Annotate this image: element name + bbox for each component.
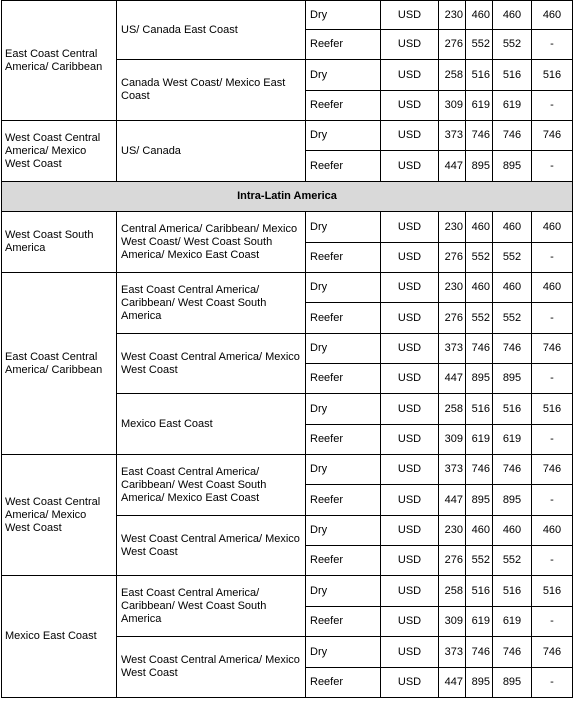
rate-cell: 895 (493, 364, 532, 394)
origin-cell: West Coast Central America/ Mexico West Coast (2, 455, 117, 576)
container-type-cell: Reefer (306, 425, 381, 455)
currency-cell: USD (381, 30, 439, 60)
currency-cell: USD (381, 273, 439, 303)
rate-cell: 746 (466, 455, 493, 485)
rate-cell: 460 (493, 212, 532, 243)
rate-cell: 447 (439, 668, 466, 698)
container-type-cell: Reefer (306, 364, 381, 394)
rate-cell: - (532, 364, 573, 394)
origin-cell: West Coast South America (2, 212, 117, 273)
rate-cell: 460 (493, 516, 532, 546)
container-type-cell: Dry (306, 1, 381, 30)
container-type-cell: Dry (306, 212, 381, 243)
rate-cell: 230 (439, 212, 466, 243)
currency-cell: USD (381, 334, 439, 364)
rate-cell: 276 (439, 546, 466, 576)
rate-cell: 619 (466, 425, 493, 455)
rate-cell: 460 (532, 516, 573, 546)
rate-cell: 373 (439, 334, 466, 364)
currency-cell: USD (381, 303, 439, 334)
table-row (2, 1, 573, 30)
rate-table-body (2, 1, 573, 698)
rate-cell: 309 (439, 425, 466, 455)
rate-cell: 258 (439, 60, 466, 91)
rate-cell: 460 (466, 212, 493, 243)
rate-cell: - (532, 243, 573, 273)
rate-cell: 746 (532, 455, 573, 485)
currency-cell: USD (381, 668, 439, 698)
table-row (2, 273, 573, 303)
destination-cell: Central America/ Caribbean/ Mexico West Coast/ West Coast South America/ Mexico East Coast (117, 212, 306, 273)
container-type-cell: Reefer (306, 91, 381, 121)
container-type-cell: Dry (306, 516, 381, 546)
container-type-cell: Dry (306, 60, 381, 91)
destination-cell: East Coast Central America/ Caribbean/ West Coast South America (117, 576, 306, 637)
rate-cell: 552 (493, 30, 532, 60)
container-type-cell: Reefer (306, 151, 381, 182)
rate-cell: 746 (466, 121, 493, 151)
container-type-cell: Dry (306, 576, 381, 607)
container-type-cell: Reefer (306, 607, 381, 637)
rate-cell: 516 (532, 576, 573, 607)
rate-cell: 276 (439, 30, 466, 60)
rate-cell: 746 (493, 637, 532, 668)
rate-cell: 746 (493, 334, 532, 364)
container-type-cell: Dry (306, 334, 381, 364)
rate-cell: 552 (493, 546, 532, 576)
rate-cell: 746 (493, 121, 532, 151)
rate-cell: 552 (466, 303, 493, 334)
rate-cell: 276 (439, 243, 466, 273)
rate-cell: 460 (532, 212, 573, 243)
container-type-cell: Reefer (306, 485, 381, 516)
rate-cell: 258 (439, 576, 466, 607)
rate-cell: 460 (466, 516, 493, 546)
rate-cell: 619 (493, 607, 532, 637)
rate-cell: 373 (439, 121, 466, 151)
rate-cell: 460 (466, 273, 493, 303)
currency-cell: USD (381, 1, 439, 30)
rate-cell: 746 (532, 334, 573, 364)
rate-cell: 516 (466, 394, 493, 425)
rate-cell: 373 (439, 637, 466, 668)
rate-cell: 552 (466, 546, 493, 576)
currency-cell: USD (381, 212, 439, 243)
rate-cell: 516 (493, 394, 532, 425)
rate-cell: 516 (466, 576, 493, 607)
section-title: Intra-Latin America (2, 182, 573, 212)
rate-cell: 746 (532, 121, 573, 151)
rate-cell: 895 (466, 151, 493, 182)
rate-cell: 309 (439, 607, 466, 637)
currency-cell: USD (381, 607, 439, 637)
rate-cell: 746 (466, 334, 493, 364)
currency-cell: USD (381, 91, 439, 121)
table-row (2, 121, 573, 151)
rate-cell: 746 (466, 637, 493, 668)
rate-cell: 895 (466, 668, 493, 698)
rate-cell: 746 (532, 637, 573, 668)
table-row (2, 212, 573, 243)
currency-cell: USD (381, 394, 439, 425)
currency-cell: USD (381, 546, 439, 576)
container-type-cell: Dry (306, 637, 381, 668)
destination-cell: Canada West Coast/ Mexico East Coast (117, 60, 306, 121)
container-type-cell: Dry (306, 121, 381, 151)
rate-cell: - (532, 303, 573, 334)
destination-cell: Mexico East Coast (117, 394, 306, 455)
destination-cell: West Coast Central America/ Mexico West Coast (117, 637, 306, 698)
rate-cell: 516 (493, 60, 532, 91)
destination-cell: US/ Canada East Coast (117, 1, 306, 60)
container-type-cell: Reefer (306, 546, 381, 576)
rate-cell: - (532, 30, 573, 60)
rate-cell: - (532, 546, 573, 576)
currency-cell: USD (381, 60, 439, 91)
rate-cell: 460 (532, 273, 573, 303)
currency-cell: USD (381, 425, 439, 455)
currency-cell: USD (381, 485, 439, 516)
rate-cell: 460 (532, 1, 573, 30)
rate-cell: - (532, 425, 573, 455)
container-type-cell: Reefer (306, 30, 381, 60)
destination-cell: East Coast Central America/ Caribbean/ West Coast South America (117, 273, 306, 334)
container-type-cell: Dry (306, 273, 381, 303)
rate-cell: 619 (466, 91, 493, 121)
rate-cell: 460 (466, 1, 493, 30)
rate-cell: 895 (466, 364, 493, 394)
rate-cell: 895 (493, 485, 532, 516)
currency-cell: USD (381, 637, 439, 668)
rate-cell: 516 (532, 60, 573, 91)
rate-cell: 516 (532, 394, 573, 425)
rate-cell: 619 (493, 91, 532, 121)
container-type-cell: Dry (306, 394, 381, 425)
currency-cell: USD (381, 243, 439, 273)
currency-cell: USD (381, 455, 439, 485)
rate-cell: 746 (493, 455, 532, 485)
rate-cell: 516 (493, 576, 532, 607)
rate-cell: 460 (493, 273, 532, 303)
rate-cell: 552 (493, 243, 532, 273)
origin-cell: East Coast Central America/ Caribbean (2, 273, 117, 455)
rate-cell: 258 (439, 394, 466, 425)
container-type-cell: Reefer (306, 668, 381, 698)
rate-cell: 230 (439, 273, 466, 303)
currency-cell: USD (381, 121, 439, 151)
rate-cell: 895 (493, 151, 532, 182)
container-type-cell: Dry (306, 455, 381, 485)
currency-cell: USD (381, 516, 439, 546)
rate-cell: 619 (493, 425, 532, 455)
origin-cell: West Coast Central America/ Mexico West Coast (2, 121, 117, 182)
container-type-cell: Reefer (306, 303, 381, 334)
rate-cell: - (532, 91, 573, 121)
table-row (2, 455, 573, 485)
rate-cell: 373 (439, 455, 466, 485)
rate-cell: 230 (439, 516, 466, 546)
rate-cell: 460 (493, 1, 532, 30)
destination-cell: West Coast Central America/ Mexico West Coast (117, 334, 306, 394)
rate-cell: 447 (439, 151, 466, 182)
rate-cell: 447 (439, 364, 466, 394)
rate-cell: 230 (439, 1, 466, 30)
rate-table (1, 0, 573, 698)
rate-cell: - (532, 485, 573, 516)
rate-cell: - (532, 668, 573, 698)
rate-cell: 276 (439, 303, 466, 334)
rate-cell: 895 (493, 668, 532, 698)
origin-cell: East Coast Central America/ Caribbean (2, 1, 117, 121)
rate-cell: 309 (439, 91, 466, 121)
origin-cell: Mexico East Coast (2, 576, 117, 698)
currency-cell: USD (381, 576, 439, 607)
rate-cell: 895 (466, 485, 493, 516)
section-header-row (2, 182, 573, 212)
currency-cell: USD (381, 364, 439, 394)
destination-cell: East Coast Central America/ Caribbean/ West Coast South America/ Mexico East Coast (117, 455, 306, 516)
rate-cell: - (532, 607, 573, 637)
rate-cell: - (532, 151, 573, 182)
rate-cell: 619 (466, 607, 493, 637)
rate-cell: 552 (466, 30, 493, 60)
rate-cell: 516 (466, 60, 493, 91)
table-row (2, 576, 573, 607)
rate-cell: 552 (466, 243, 493, 273)
rate-cell: 552 (493, 303, 532, 334)
currency-cell: USD (381, 151, 439, 182)
destination-cell: US/ Canada (117, 121, 306, 182)
rate-cell: 447 (439, 485, 466, 516)
container-type-cell: Reefer (306, 243, 381, 273)
destination-cell: West Coast Central America/ Mexico West Coast (117, 516, 306, 576)
